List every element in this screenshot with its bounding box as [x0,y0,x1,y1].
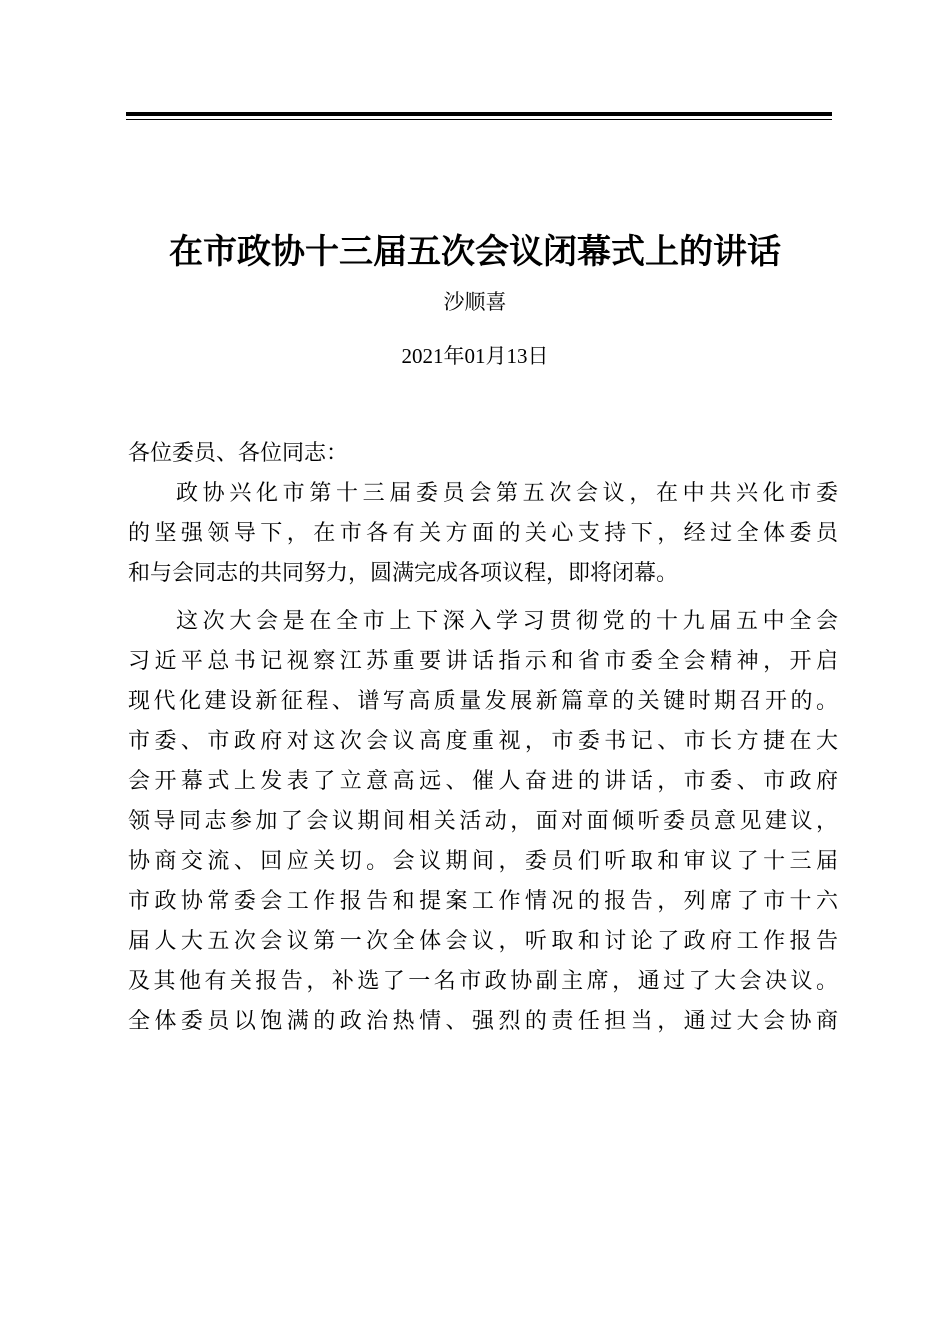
salutation: 各位委员、各位同志： [128,441,349,466]
paragraph-line: 习近平总书记视察江苏重要讲话指示和省市委全会精神，开启 [128,649,838,674]
paragraph-line: 现代化建设新征程、谱写高质量发展新篇章的关键时期召开的。 [128,689,838,714]
paragraph-gap [128,594,838,602]
paragraph-line: 政协兴化市第十三届委员会第五次会议，在中共兴化市委 [176,481,838,506]
paragraph-line: 及其他有关报告，补选了一名市政协副主席，通过了大会决议。 [128,969,838,994]
paragraph-line: 领导同志参加了会议期间相关活动，面对面倾听委员意见建议， [128,809,838,834]
paragraph-line: 市委、市政府对这次会议高度重视，市委书记、市长方捷在大 [128,729,838,754]
paragraph-2 [128,602,838,1042]
paragraph-line: 届人大五次会议第一次全体会议，听取和讨论了政府工作报告 [128,929,838,954]
paragraph-line: 的坚强领导下，在市各有关方面的关心支持下，经过全体委员 [128,521,838,546]
document-body [128,434,838,1042]
header-rule-thick [126,112,832,116]
paragraph-line: 协商交流、回应关切。会议期间，委员们听取和审议了十三届 [128,849,838,874]
document-title: 在市政协十三届五次会议闭幕式上的讲话 [169,232,781,272]
header-rule-thin [126,119,832,120]
paragraph-line: 这次大会是在全市上下深入学习贯彻党的十九届五中全会 [176,609,838,634]
paragraph-line: 会开幕式上发表了立意高远、催人奋进的讲话，市委、市政府 [128,769,838,794]
document-date: 2021年01月13日 [401,344,549,368]
paragraph-1 [128,474,838,594]
paragraph-line: 和与会同志的共同努力，圆满完成各项议程，即将闭幕。 [128,561,679,586]
paragraph-line: 市政协常委会工作报告和提案工作情况的报告，列席了市十六 [128,889,838,914]
document-author: 沙顺喜 [443,290,507,314]
paragraph-line: 全体委员以饱满的政治热情、强烈的责任担当，通过大会协商 [128,1009,838,1034]
